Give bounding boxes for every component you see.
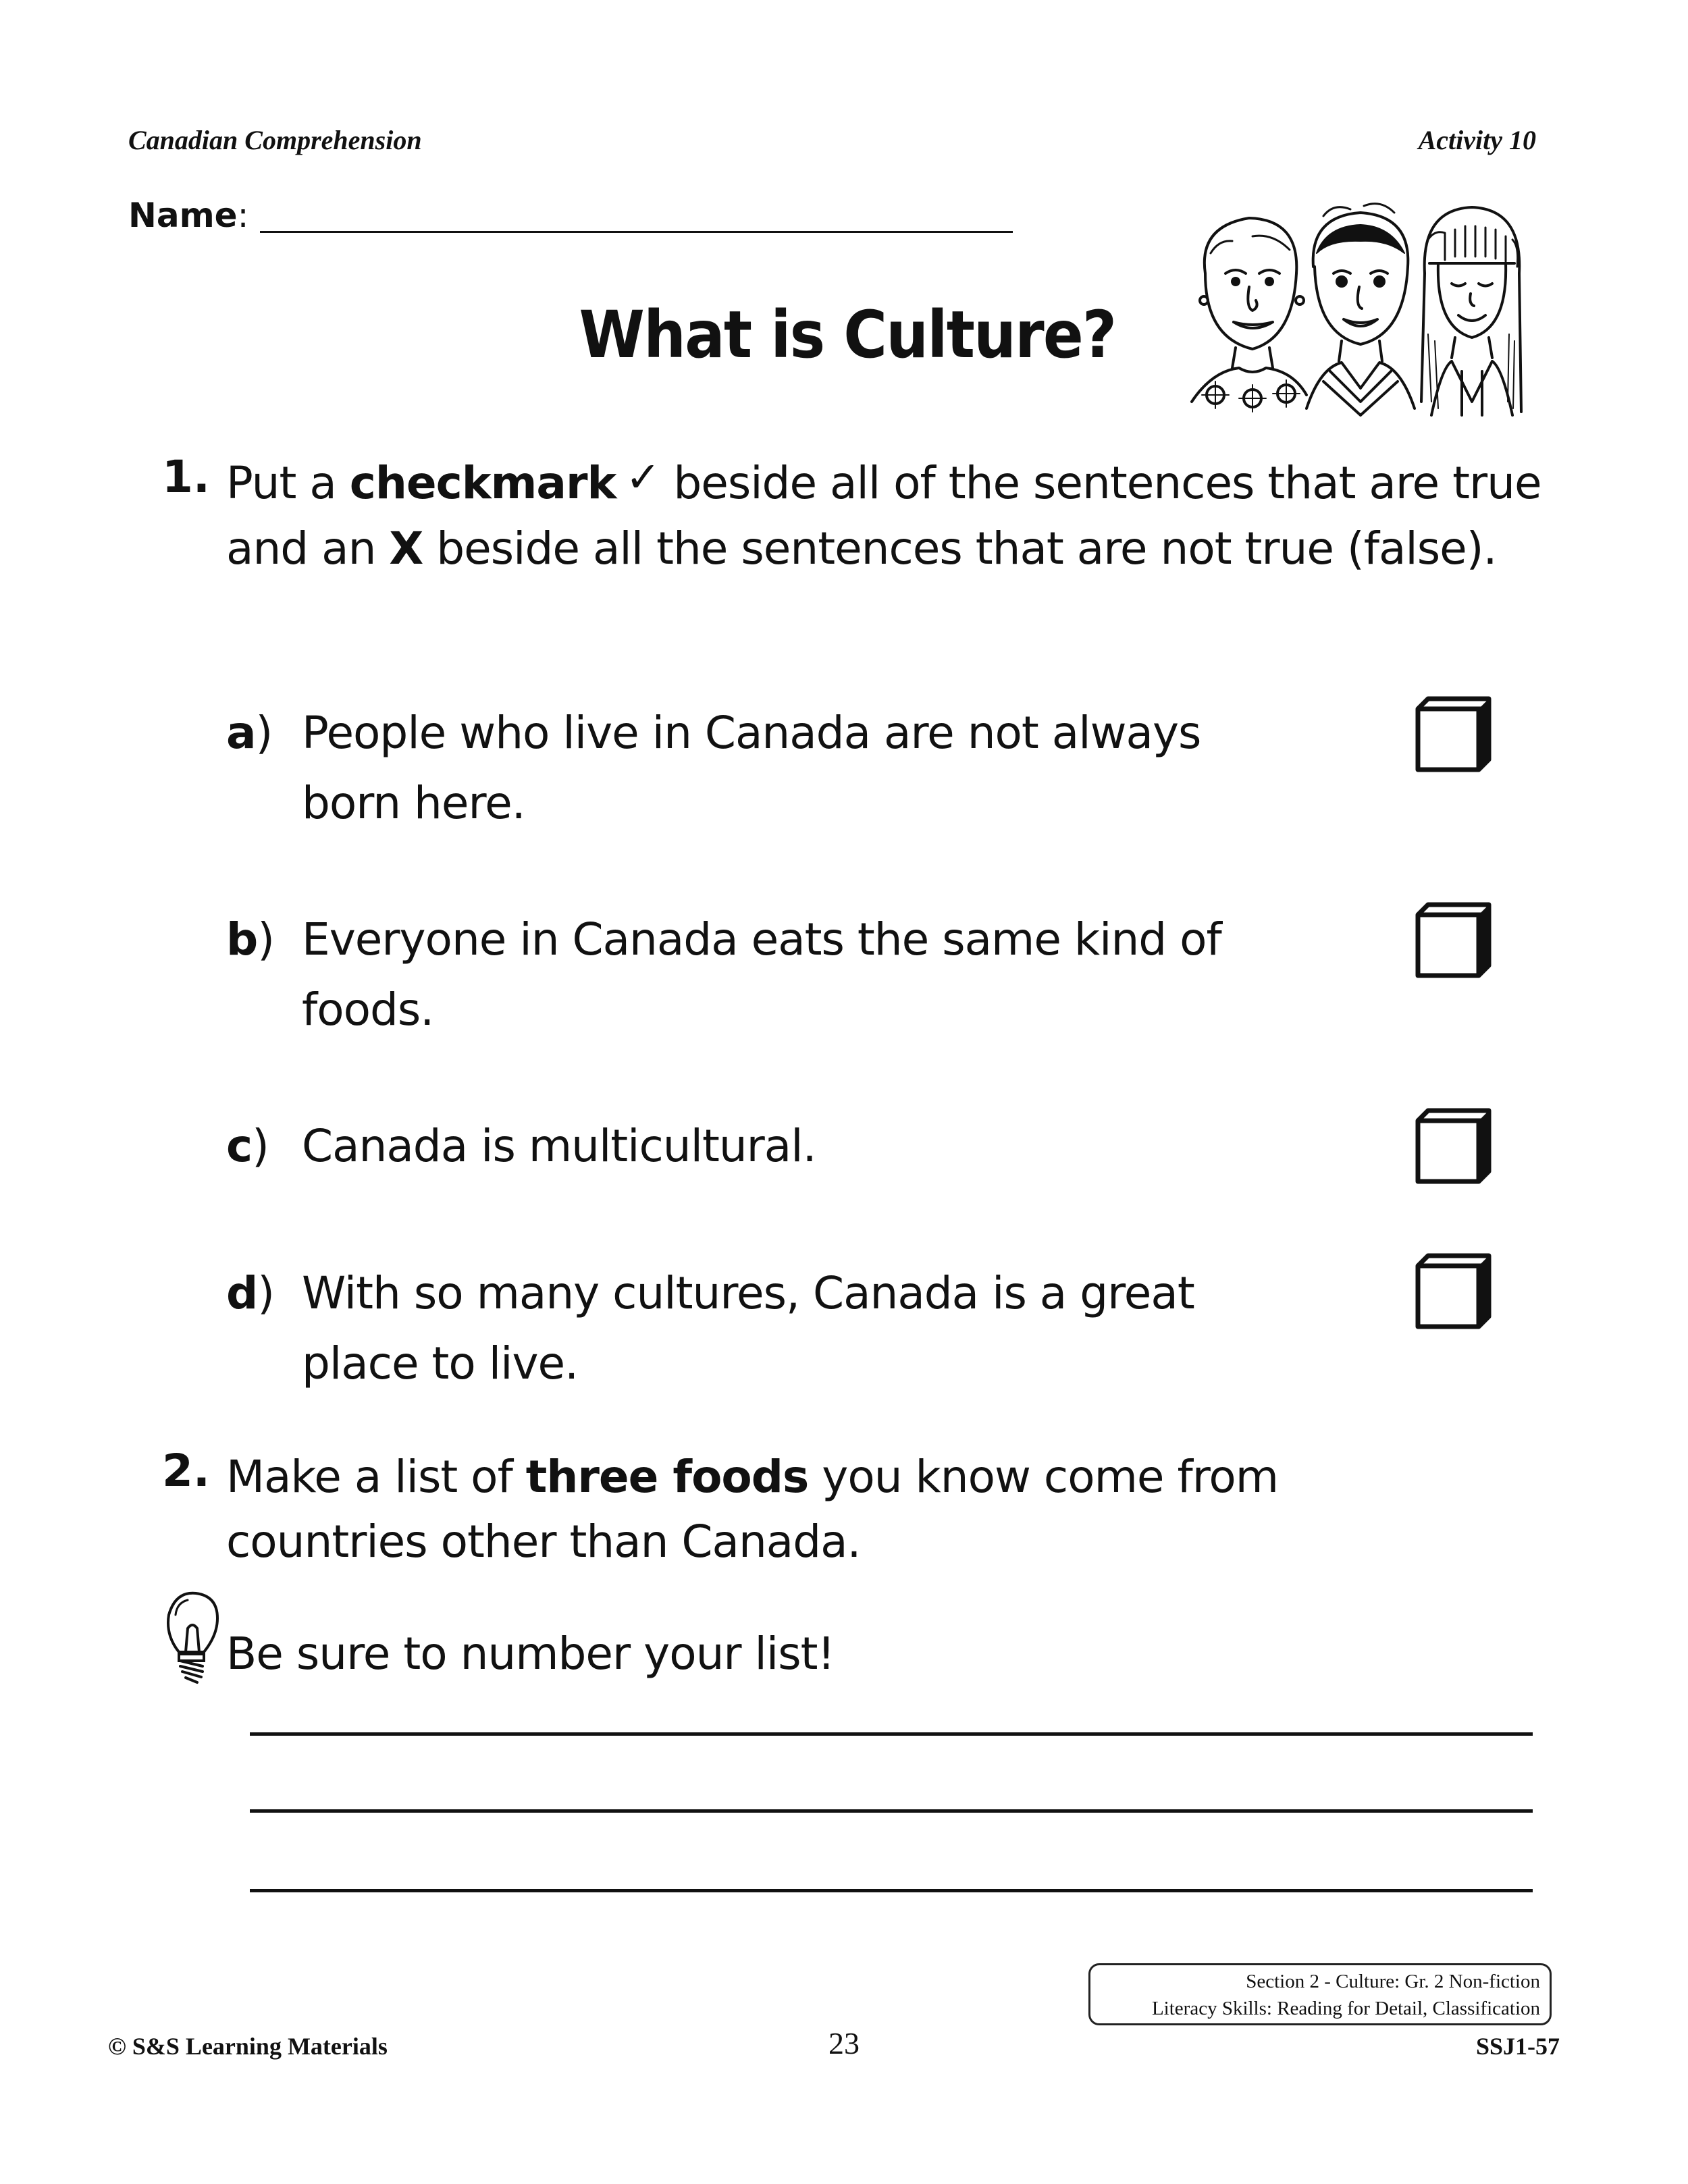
skills-box [1088,1963,1552,2025]
activity-label: Activity 10 [1418,125,1536,155]
checkmark-icon: ✓ [625,452,660,502]
skills-line-2: Literacy Skills: Reading for Detail, Classification [1151,1998,1540,2019]
book-title: Canadian Comprehension [128,125,422,155]
list-item: c) Canada is multicultural. [226,1120,816,1172]
answer-line-2[interactable] [250,1809,1533,1813]
list-item: d) With so many cultures, Canada is a great place to live. [226,1267,1194,1389]
answer-line-1[interactable] [250,1732,1533,1736]
lightbulb-icon [162,1588,223,1689]
checkmark-word: checkmark [349,457,616,509]
checkbox-b[interactable] [1415,901,1492,979]
page-title: What is Culture? [579,297,1116,373]
question-2-text: Make a list of three foods you know come from countries other than Canada. [226,1451,1279,1568]
name-input-line[interactable] [260,231,1013,233]
checkbox-d[interactable] [1415,1252,1492,1330]
copyright: © S&S Learning Materials [108,2033,388,2060]
question-2-number: 2. [162,1445,210,1497]
list-item: b) Everyone in Canada eats the same kind of foods. [226,913,1221,1036]
answer-line-3[interactable] [250,1889,1533,1892]
x-icon: X [389,523,423,575]
list-item: a) People who live in Canada are not always born here. [226,707,1201,829]
name-label: Name: [128,196,249,235]
checkbox-c[interactable] [1415,1107,1492,1185]
skills-line-1: Section 2 - Culture: Gr. 2 Non-fiction [1246,1971,1540,1992]
tip-text: Be sure to number your list! [226,1628,835,1680]
checkbox-a[interactable] [1415,695,1492,773]
product-code: SSJ1-57 [1475,2033,1560,2060]
page-number: 23 [828,2026,860,2060]
question-1-number: 1. [162,451,210,503]
question-1-text: Put a checkmark ✓ beside all of the sentences that are true and an X beside all the sentences that are not true (false). [226,452,1541,575]
